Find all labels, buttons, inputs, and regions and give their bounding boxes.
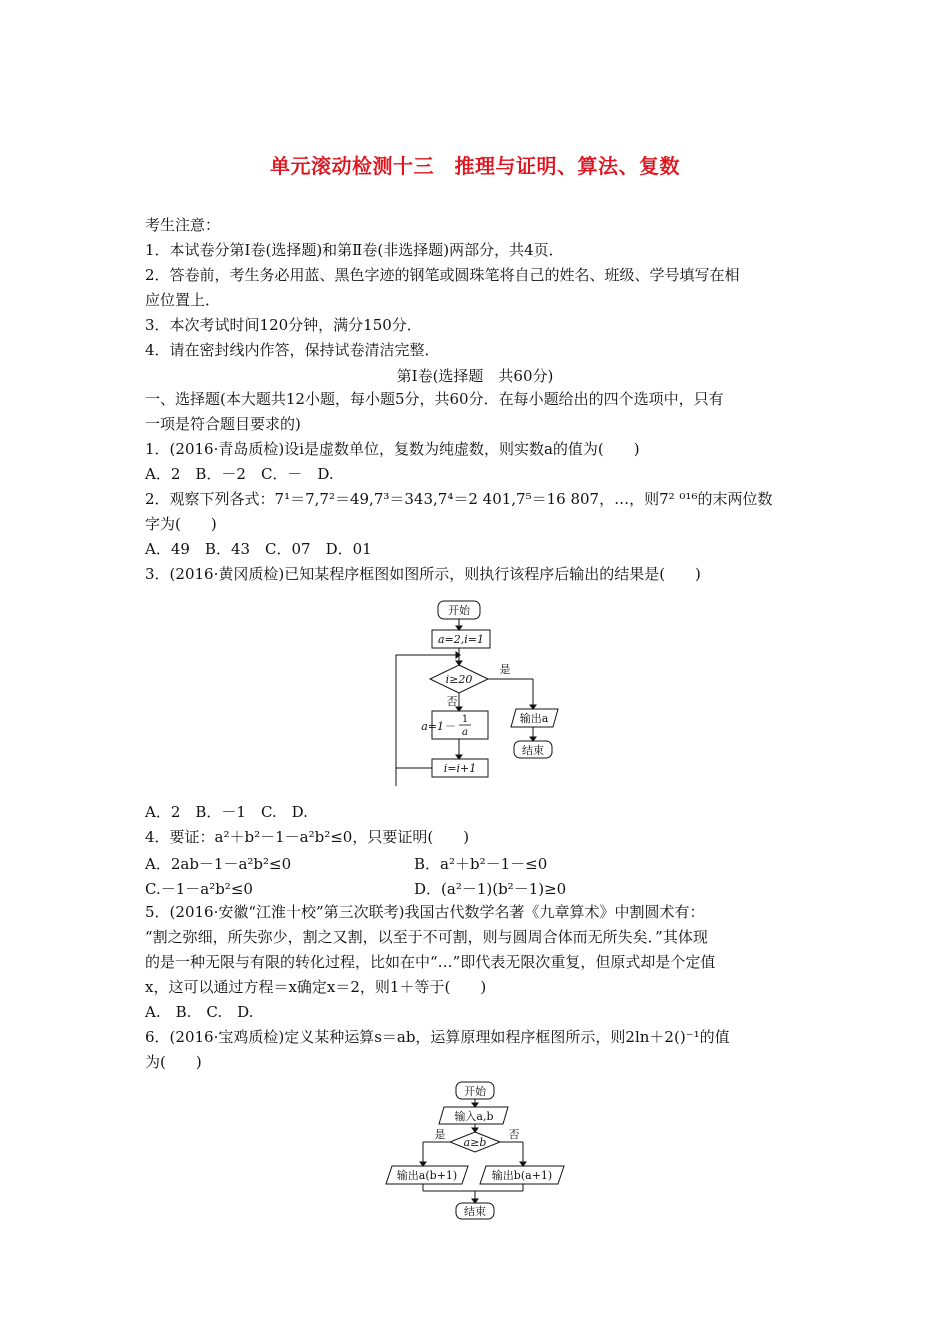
q4-option-d: D．(a²－1)(b²－1)≥0 bbox=[414, 880, 567, 898]
q3-cond-label: i≥20 bbox=[445, 673, 473, 686]
q2-options: A．49 B．43 C．07 D．01 bbox=[145, 540, 372, 558]
section-intro-1: 一、选择题(本大题共12小题，每小题5分，共60分．在每小题给出的四个选项中，只有 bbox=[145, 390, 724, 408]
q6-line-1: 6．(2016·宝鸡质检)定义某种运算s＝ab，运算原理如程序框图所示，则2ln＋2()⁻¹的值 bbox=[145, 1028, 730, 1046]
q4-option-c: C.－1－a²b²≤0 bbox=[145, 880, 253, 898]
q3-incr-label: i=i+1 bbox=[443, 762, 477, 775]
q2-stem-1: 2．观察下列各式：7¹＝7,7²＝49,7³＝343,7⁴＝2 401,7⁵＝16 807，…，则7² ⁰¹⁶的末两位数 bbox=[145, 490, 773, 508]
q3-assign-prefix: a=1－ bbox=[421, 720, 455, 733]
q6-cond-label: a≥b bbox=[463, 1136, 487, 1149]
q6-yes-label: 是 bbox=[434, 1128, 446, 1141]
notice-item-1: 1．本试卷分第Ⅰ卷(选择题)和第Ⅱ卷(非选择题)两部分，共4页． bbox=[145, 241, 564, 259]
q4-option-b: B．a²＋b²－1－≤0 bbox=[414, 855, 548, 873]
q5-line-3: 的是一种无限与有限的转化过程，比如在中“…”即代表无限次重复，但原式却是个定值 bbox=[145, 953, 716, 971]
q3-frac-num: 1 bbox=[461, 714, 469, 725]
q6-out-right-label: 输出b(a+1) bbox=[491, 1169, 553, 1182]
q3-options: A．2 B．－1 C. D. bbox=[145, 803, 308, 821]
q6-line-2: 为( ) bbox=[145, 1053, 202, 1071]
section-header: 第Ⅰ卷(选择题 共60分) bbox=[396, 367, 554, 385]
notice-item-4: 4．请在密封线内作答，保持试卷清洁完整． bbox=[145, 341, 440, 359]
notice-item-2-cont: 应位置上． bbox=[145, 291, 221, 309]
q1-options: A．2 B．－2 C．－ D. bbox=[145, 465, 334, 483]
q6-flowchart bbox=[380, 1078, 570, 1223]
q6-end-label: 结束 bbox=[464, 1205, 486, 1218]
page-title: 单元滚动检测十三 推理与证明、算法、复数 bbox=[270, 154, 680, 178]
notice-heading: 考生注意： bbox=[145, 216, 221, 234]
q2-stem-2: 字为( ) bbox=[145, 515, 217, 533]
q3-frac-den: a bbox=[462, 727, 468, 738]
q6-start-label: 开始 bbox=[464, 1085, 486, 1098]
q6-out-left-label: 输出a(b+1) bbox=[396, 1169, 458, 1182]
q5-line-2: “割之弥细，所失弥少，割之又割，以至于不可割，则与圆周合体而无所失矣．”其体现 bbox=[145, 928, 708, 946]
q3-no-label: 否 bbox=[446, 695, 458, 708]
q3-yes-label: 是 bbox=[499, 663, 511, 676]
notice-item-3: 3．本次考试时间120分钟，满分150分． bbox=[145, 316, 422, 334]
q1-stem: 1．(2016·青岛质检)设i是虚数单位，复数为纯虚数，则实数a的值为( ) bbox=[145, 440, 640, 458]
q5-line-4: x，这可以通过方程＝x确定x＝2，则1＋等于( ) bbox=[145, 978, 487, 996]
section-intro-2: 一项是符合题目要求的) bbox=[145, 415, 301, 433]
q4-stem: 4．要证：a²＋b²－1－a²b²≤0，只要证明( ) bbox=[145, 828, 470, 846]
notice-item-2: 2．答卷前，考生务必用蓝、黑色字迹的钢笔或圆珠笔将自己的姓名、班级、学号填写在相 bbox=[145, 266, 740, 284]
q3-flowchart bbox=[390, 595, 570, 790]
q5-line-1: 5．(2016·安徽“江淮十校”第三次联考)我国古代数学名著《九章算术》中割圆术有： bbox=[145, 903, 705, 921]
q6-input-label: 输入a,b bbox=[454, 1110, 494, 1123]
q3-stem: 3．(2016·黄冈质检)已知某程序框图如图所示，则执行该程序后输出的结果是( ) bbox=[145, 565, 701, 583]
q3-init-label: a=2,i=1 bbox=[437, 633, 485, 646]
q6-no-label: 否 bbox=[508, 1128, 520, 1141]
q5-options: A. B. C. D. bbox=[145, 1003, 254, 1021]
q3-start-label: 开始 bbox=[448, 604, 470, 617]
q4-option-a: A．2ab－1－a²b²≤0 bbox=[145, 855, 292, 873]
q3-output-label: 输出a bbox=[519, 712, 549, 725]
q3-end-label: 结束 bbox=[522, 744, 544, 757]
